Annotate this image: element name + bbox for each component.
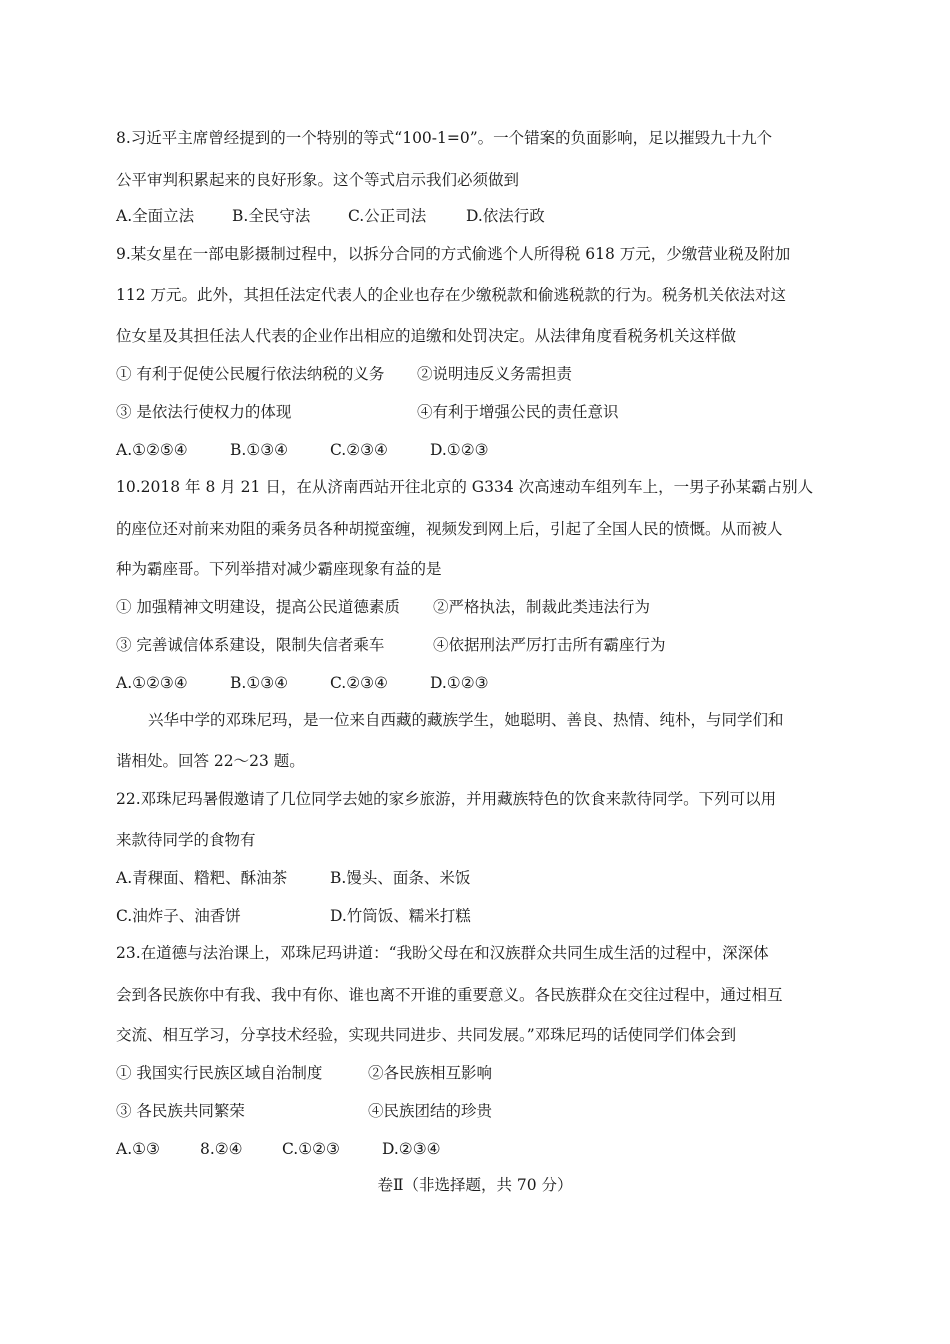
- q10-option-c: C.②③④: [330, 674, 388, 692]
- q9-stem-line-2: 112 万元。此外，其担任法定代表人的企业也存在少缴税款和偷逃税款的行为。税务机关依法对这: [116, 286, 787, 304]
- q22-stem-line-1: 22.邓珠尼玛暑假邀请了几位同学去她的家乡旅游，并用藏族特色的饮食来款待同学。下列可以用: [116, 790, 777, 808]
- q10-stem-line-3: 种为霸座哥。下列举措对减少霸座现象有益的是: [116, 560, 442, 578]
- q9-option-a: A.①②⑤④: [116, 441, 188, 459]
- q9-stem-line-3: 位女星及其担任法人代表的企业作出相应的追缴和处罚决定。从法律角度看税务机关这样做: [116, 327, 737, 345]
- q23-option-a: A.①③: [116, 1140, 160, 1158]
- q8-option-b: B.全民守法: [232, 207, 311, 225]
- q8-stem-line-1: 8.习近平主席曾经提到的一个特别的等式“100-1=0”。一个错案的负面影响，足以摧毁九十九个: [116, 129, 773, 147]
- q9-option-c: C.②③④: [330, 441, 388, 459]
- q23-option-b: 8.②④: [200, 1140, 243, 1158]
- q10-item-4: ④依据刑法严厉打击所有霸座行为: [433, 636, 666, 654]
- q10-option-a: A.①②③④: [116, 674, 188, 692]
- q9-item-4: ④有利于增强公民的责任意识: [417, 403, 619, 421]
- q23-item-1: ① 我国实行民族区域自治制度: [116, 1064, 323, 1082]
- q10-stem-line-1: 10.2018 年 8 月 21 日，在从济南西站开往北京的 G334 次高速动车组列车上，一男子孙某霸占别人: [116, 478, 814, 496]
- q9-item-1: ① 有利于促使公民履行依法纳税的义务: [116, 365, 385, 383]
- q23-item-2: ②各民族相互影响: [368, 1064, 493, 1082]
- q22-stem-line-2: 来款待同学的食物有: [116, 831, 256, 849]
- q8-option-a: A.全面立法: [116, 207, 195, 225]
- q23-stem-line-1: 23.在道德与法治课上，邓珠尼玛讲道：“我盼父母在和汉族群众共同生成生活的过程中，深深体: [116, 944, 769, 962]
- q23-stem-line-2: 会到各民族你中有我、我中有你、谁也离不开谁的重要意义。各民族群众在交往过程中，通过相互: [116, 986, 783, 1004]
- q8-option-d: D.依法行政: [466, 207, 545, 225]
- q10-item-1: ① 加强精神文明建设，提高公民道德素质: [116, 598, 400, 616]
- section-title: 卷Ⅱ（非选择题，共 70 分）: [377, 1176, 573, 1194]
- q22-option-b: B.馒头、面条、米饭: [330, 869, 471, 887]
- intro-line-2: 谐相处。回答 22～23 题。: [116, 752, 305, 770]
- q9-item-2: ②说明违反义务需担责: [417, 365, 573, 383]
- intro-line-1: 兴华中学的邓珠尼玛，是一位来自西藏的藏族学生，她聪明、善良、热情、纯朴，与同学们和: [148, 711, 784, 729]
- q8-stem-line-2: 公平审判积累起来的良好形象。这个等式启示我们必须做到: [116, 171, 520, 189]
- q23-item-4: ④民族团结的珍贵: [368, 1102, 493, 1120]
- q23-option-c: C.①②③: [282, 1140, 340, 1158]
- q10-stem-line-2: 的座位还对前来劝阻的乘务员各种胡搅蛮缠，视频发到网上后，引起了全国人民的愤慨。从而被人: [116, 520, 783, 538]
- q8-option-c: C.公正司法: [348, 207, 427, 225]
- q9-option-d: D.①②③: [430, 441, 489, 459]
- q9-item-3: ③ 是依法行使权力的体现: [116, 403, 292, 421]
- q10-item-2: ②严格执法，制裁此类违法行为: [433, 598, 651, 616]
- q10-item-3: ③ 完善诚信体系建设，限制失信者乘车: [116, 636, 385, 654]
- q9-option-b: B.①③④: [230, 441, 289, 459]
- q22-option-a: A.青稞面、糌粑、酥油茶: [116, 869, 288, 887]
- q22-option-d: D.竹筒饭、糯米打糕: [330, 907, 471, 925]
- q23-option-d: D.②③④: [382, 1140, 441, 1158]
- q10-option-b: B.①③④: [230, 674, 289, 692]
- q10-option-d: D.①②③: [430, 674, 489, 692]
- q9-stem-line-1: 9.某女星在一部电影摄制过程中，以拆分合同的方式偷逃个人所得税 618 万元，少缴营业税及附加: [116, 245, 791, 263]
- q22-option-c: C.油炸子、油香饼: [116, 907, 241, 925]
- q23-stem-line-3: 交流、相互学习，分享技术经验，实现共同进步、共同发展。”邓珠尼玛的话使同学们体会到: [116, 1026, 737, 1044]
- q23-item-3: ③ 各民族共同繁荣: [116, 1102, 245, 1120]
